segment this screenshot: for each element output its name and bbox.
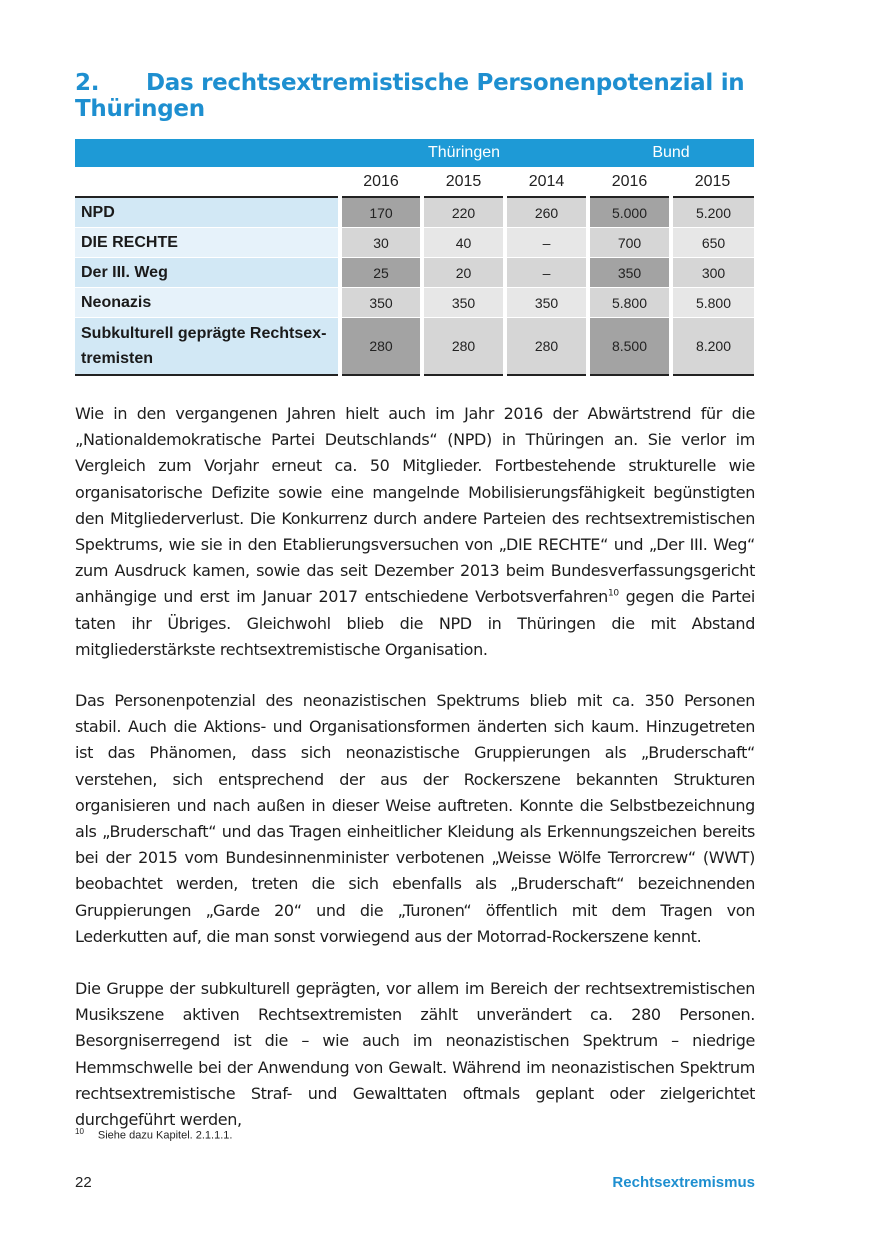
table-row [75,228,754,258]
section-title: Das rechtsextremistische Personenpotenzial in Thüringen [75,70,745,122]
table-cell: 280 [422,318,505,376]
table-cell: 650 [671,228,754,258]
table-cell: 8.500 [588,318,671,376]
footnote-ref[interactable]: 10 [607,589,619,600]
personenpotenzial-table [75,139,754,376]
table-row [75,288,754,318]
table-cell: 350 [422,288,505,318]
table-group-header [75,139,754,167]
table-cell: 350 [505,288,588,318]
group-bund: Bund [588,139,754,167]
table-cell: 40 [422,228,505,258]
table-row [75,258,754,288]
running-footer-section: Rechtsextremismus [612,1174,755,1191]
table-corner [75,139,340,167]
table-year-header [75,167,754,197]
table-cell: 8.200 [671,318,754,376]
table-row [75,318,754,376]
table-cell: 20 [422,258,505,288]
table-cell: 5.200 [671,197,754,228]
footnote-text: Siehe dazu Kapitel. 2.1.1.1. [97,1129,233,1142]
row-label-line: Subkulturell geprägte Rechtsex- [81,325,327,342]
group-thueringen: Thüringen [340,139,588,167]
table-row [75,197,754,228]
footnote [75,1127,232,1142]
footnote-number: 10 [75,1127,84,1136]
row-label [75,318,340,376]
table-cell: 220 [422,197,505,228]
row-label: Neonazis [75,288,340,318]
year-header: 2015 [671,167,754,197]
section-number: 2. [75,70,100,96]
row-label: Der III. Weg [75,258,340,288]
table-cell: 350 [340,288,422,318]
year-header: 2015 [422,167,505,197]
table-cell: – [505,228,588,258]
table-cell: 170 [340,197,422,228]
table-cell: 280 [505,318,588,376]
year-header: 2016 [340,167,422,197]
paragraph-text: gegen die Partei taten ihr Übriges. Gleichwohl blieb die NPD in Thüringen die mit Abstand mitgliederstärkste rechtsextremistische Organisation. [75,587,755,659]
table-cell: 25 [340,258,422,288]
table-cell: 700 [588,228,671,258]
table-cell: 5.800 [588,288,671,318]
table-cell: 300 [671,258,754,288]
year-header: 2016 [588,167,671,197]
paragraph-text: Wie in den vergangenen Jahren hielt auch im Jahr 2016 der Abwärtstrend für die „Nationaldemokratische Partei Deutschlands“ (NPD) in Thüringen an. Sie verlor im Vergleich zum Vorjahr erneut ca. 50 Mitglieder. Fortbestehende strukturelle wie organisatorische Defizite sowie eine mangelnde Mobilisierungsfähigkeit begünstigten den Mitgliederverlust. Die Konkurrenz durch andere Parteien des rechtsextremistischen Spektrums, wie sie in den Etablierungsversuchen von „DIE RECHTE“ und „Der III. Weg“ zum Ausdruck kamen, sowie das seit Dezember 2013 beim Bundesverfassungsgericht anhängige und erst im Januar 2017 entschiedene Verbotsverfahren [75,404,755,607]
table-cell: 5.000 [588,197,671,228]
row-label: NPD [75,197,340,228]
table-cell: 260 [505,197,588,228]
year-header: 2014 [505,167,588,197]
table-cell: 280 [340,318,422,376]
table-cell: 30 [340,228,422,258]
row-label: DIE RECHTE [75,228,340,258]
paragraph-npd [75,401,755,663]
row-label-line: tremisten [81,350,154,367]
paragraph-neonazis: Das Personenpotenzial des neonazistischen Spektrums blieb mit ca. 350 Personen stabil. Auch die Aktions- und Organisationsformen änderten sich kaum. Hinzugetreten ist das Phänomen, dass sich neonazistische Gruppierungen als „Bruderschaft“ verstehen, sich entsprechend der aus der Rockerszene bekannten Strukturen organisieren und nach außen in dieser Weise auftreten. Konnte die Selbstbezeichnung als „Bruderschaft“ und das Tragen einheitlicher Kleidung als Erkennungszeichen bereits bei der 2015 vom Bundesinnenminister verbotenen „Weisse Wölfe Terrorcrew“ (WWT) beobachtet werden, treten die sich ebenfalls als „Bruderschaft“ bezeichnenden Gruppierungen „Garde 20“ und die „Turonen“ öffentlich mit dem Tragen von Lederkutten auf, die man sonst vorwiegend aus der Motorrad-Rockerszene kennt. [75,691,755,946]
table-cell: 5.800 [671,288,754,318]
table-cell: 350 [588,258,671,288]
section-heading [75,70,775,122]
page-number: 22 [75,1174,92,1191]
table-cell: – [505,258,588,288]
paragraph-subkultur: Die Gruppe der subkulturell geprägten, vor allem im Bereich der rechtsextremistischen Musikszene aktiven Rechtsextremisten zählt unverändert ca. 280 Personen. Besorgniserregend ist die – wie auch im neonazistischen Spektrum – niedrige Hemmschwelle bei der Anwendung von Gewalt. Während im neonazistischen Spektrum rechtsextremistische Straf- und Gewalttaten oftmals geplant oder zielgerichtet durchgeführt werden, [75,979,755,1130]
